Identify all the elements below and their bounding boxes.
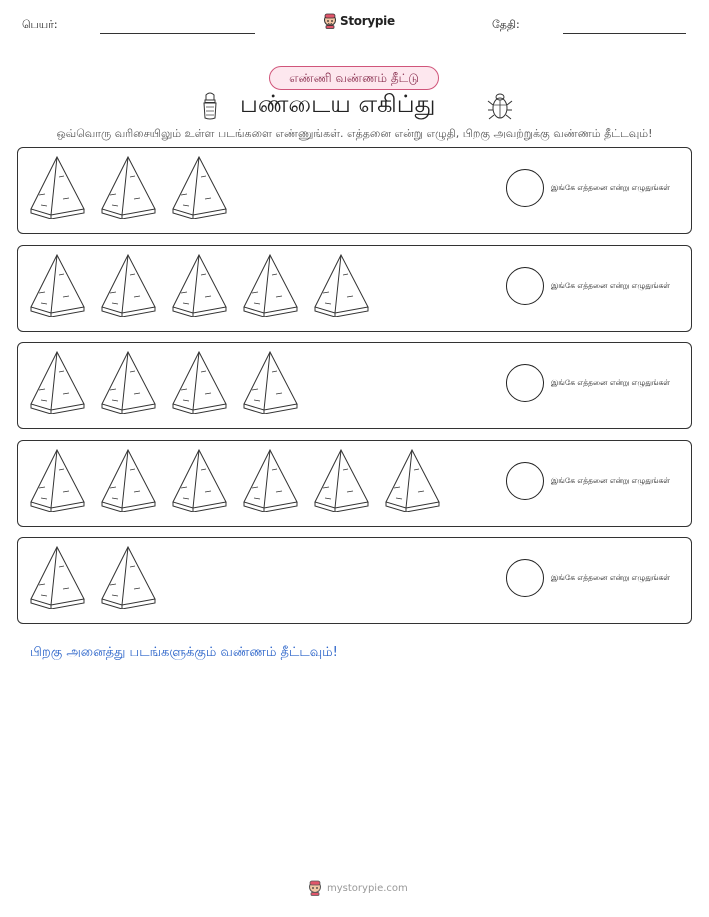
pyramid-icon[interactable] [100, 253, 157, 317]
scarab-icon [486, 91, 514, 121]
pyramid-icon[interactable] [29, 350, 86, 414]
pyramid-icon[interactable] [29, 253, 86, 317]
pyramid-icon[interactable] [242, 350, 299, 414]
page-title-block [190, 88, 520, 124]
pyramid-group [29, 448, 441, 512]
pyramid-group [29, 155, 228, 219]
storypie-logo-icon [308, 880, 322, 896]
canopic-jar-icon [200, 91, 220, 121]
answer-circle[interactable] [506, 559, 544, 597]
pyramid-icon[interactable] [100, 155, 157, 219]
pyramid-icon[interactable] [313, 253, 370, 317]
storypie-logo-icon [323, 13, 337, 29]
answer-hint: இங்கே எத்தனை என்று எழுதுங்கள் [551, 573, 671, 582]
pyramid-icon[interactable] [313, 448, 370, 512]
answer-hint: இங்கே எத்தனை என்று எழுதுங்கள் [551, 476, 671, 485]
answer-circle[interactable] [506, 462, 544, 500]
footer-note: பிறகு அனைத்து படங்களுக்கும் வண்ணம் தீட்டவும்! [30, 645, 338, 660]
count-row-3 [17, 342, 692, 429]
name-line[interactable] [100, 33, 255, 34]
instructions: ஒவ்வொரு வரிசையிலும் உள்ள படங்களை எண்ணுங்கள். எத்தனை என்று எழுதி, பிறகு அவற்றுக்கு வண்ணம் தீட்டவும்! [56, 127, 653, 140]
pyramid-group [29, 350, 299, 414]
answer-hint: இங்கே எத்தனை என்று எழுதுங்கள் [551, 281, 671, 290]
count-row-4 [17, 440, 692, 527]
pyramid-icon[interactable] [29, 448, 86, 512]
date-line[interactable] [563, 33, 686, 34]
pyramid-icon[interactable] [171, 253, 228, 317]
site-footer [308, 880, 408, 896]
pyramid-icon[interactable] [171, 350, 228, 414]
pyramid-icon[interactable] [242, 253, 299, 317]
pyramid-icon[interactable] [171, 448, 228, 512]
brand-name: Storypie [340, 14, 395, 28]
answer-circle[interactable] [506, 364, 544, 402]
pyramid-icon[interactable] [242, 448, 299, 512]
site-url[interactable]: mystorypie.com [327, 882, 408, 894]
page-title: பண்டைய எகிப்து [240, 90, 436, 118]
pyramid-group [29, 253, 370, 317]
name-label: பெயர்: [22, 18, 58, 31]
activity-badge: எண்ணி வண்ணம் தீட்டு [269, 66, 439, 90]
pyramid-icon[interactable] [100, 350, 157, 414]
brand [323, 13, 395, 29]
pyramid-icon[interactable] [171, 155, 228, 219]
pyramid-icon[interactable] [100, 448, 157, 512]
pyramid-icon[interactable] [29, 155, 86, 219]
answer-circle[interactable] [506, 267, 544, 305]
count-row-1 [17, 147, 692, 234]
count-row-2 [17, 245, 692, 332]
pyramid-group [29, 545, 157, 609]
answer-circle[interactable] [506, 169, 544, 207]
answer-hint: இங்கே எத்தனை என்று எழுதுங்கள் [551, 183, 671, 192]
pyramid-icon[interactable] [100, 545, 157, 609]
answer-hint: இங்கே எத்தனை என்று எழுதுங்கள் [551, 378, 671, 387]
date-label: தேதி: [492, 18, 520, 31]
pyramid-icon[interactable] [384, 448, 441, 512]
pyramid-icon[interactable] [29, 545, 86, 609]
count-row-5 [17, 537, 692, 624]
